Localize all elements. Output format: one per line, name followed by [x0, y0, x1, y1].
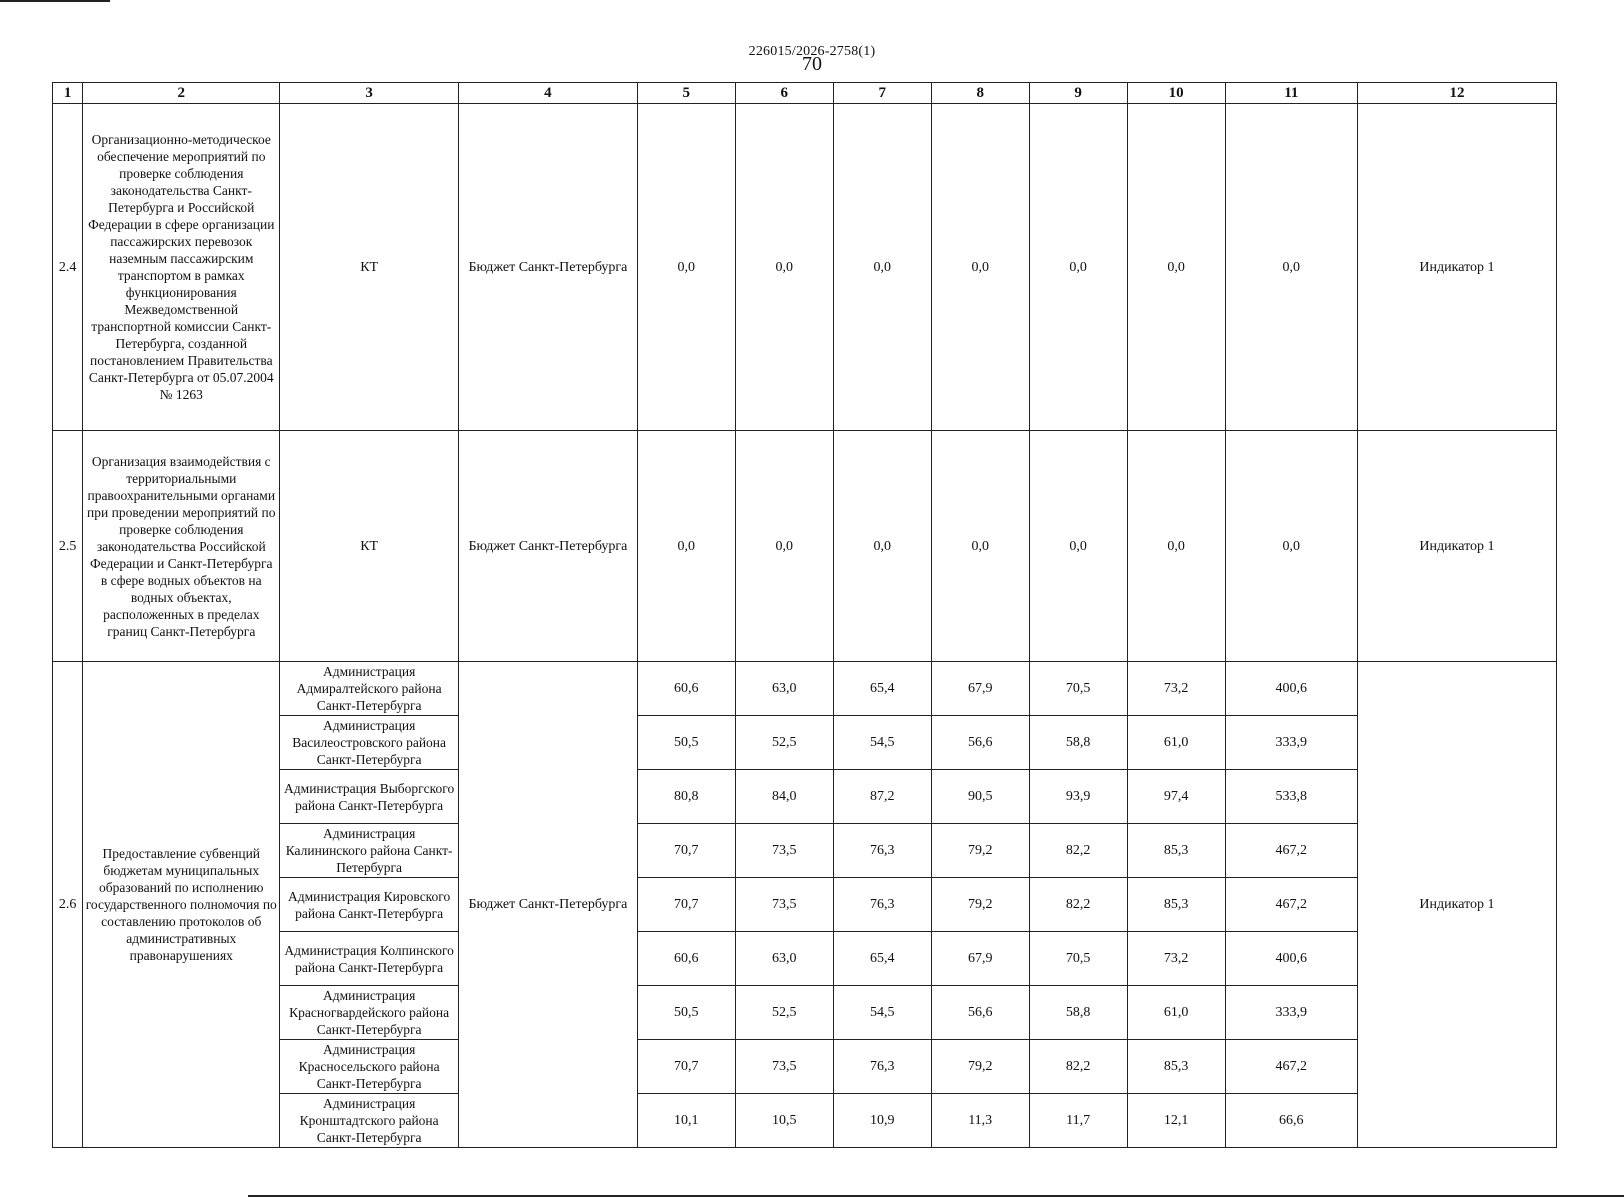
table-row-2-5 — [53, 431, 1557, 662]
executor-cell: Администрация Колпинского района Санкт-Петербурга — [280, 932, 459, 986]
value-cell: 70,7 — [637, 824, 735, 878]
value-cell: 54,5 — [833, 986, 931, 1040]
value-cell: 56,6 — [931, 716, 1029, 770]
header-cell: 3 — [280, 83, 459, 104]
value-cell: 93,9 — [1029, 770, 1127, 824]
header-cell: 7 — [833, 83, 931, 104]
header-cell: 2 — [83, 83, 280, 104]
value-cell: 0,0 — [1127, 104, 1225, 431]
indicator-cell: Индикатор 1 — [1357, 431, 1556, 662]
funding-source: Бюджет Санкт-Петербурга — [459, 431, 638, 662]
total-cell: 400,6 — [1225, 932, 1357, 986]
budget-table — [52, 82, 1557, 1148]
total-cell: 333,9 — [1225, 986, 1357, 1040]
table-row-2-4 — [53, 104, 1557, 431]
value-cell: 73,2 — [1127, 662, 1225, 716]
executor-cell: Администрация Кировского района Санкт-Петербурга — [280, 878, 459, 932]
value-cell: 76,3 — [833, 1040, 931, 1094]
value-cell: 65,4 — [833, 932, 931, 986]
document-code: 226015/2026-2758(1) — [748, 44, 876, 59]
total-cell: 333,9 — [1225, 716, 1357, 770]
activity-description: Организационно-методическое обеспечение мероприятий по проверке соблюдения законодательства Санкт-Петербурга и Российской Федерации в сфере организации пассажирских перевозок наземным пассажирским транспортом в рамках функционирования Межведомственной транспортной комиссии Санкт-Петербурга, созданной постановлением Правительства Санкт-Петербурга от 05.07.2004 № 1263 — [83, 104, 280, 431]
executor-cell: Администрация Кронштадтского района Санкт-Петербурга — [280, 1094, 459, 1148]
value-cell: 70,5 — [1029, 932, 1127, 986]
value-cell: 76,3 — [833, 824, 931, 878]
header-cell: 1 — [53, 83, 83, 104]
table-row-2-6 — [53, 662, 1557, 716]
activity-description: Организация взаимодействия с территориальными правоохранительными органами при проведении мероприятий по проверке соблюдения законодательства Российской Федерации и Санкт-Петербурга в сфере водных объектов на водных объектах, расположенных в пределах границ Санкт-Петербурга — [83, 431, 280, 662]
value-cell: 85,3 — [1127, 824, 1225, 878]
total-cell: 533,8 — [1225, 770, 1357, 824]
value-cell: 0,0 — [637, 104, 735, 431]
value-cell: 0,0 — [735, 104, 833, 431]
value-cell: 56,6 — [931, 986, 1029, 1040]
executor-cell: Администрация Красногвардейского района Санкт-Петербурга — [280, 986, 459, 1040]
value-cell: 0,0 — [735, 431, 833, 662]
value-cell: 11,7 — [1029, 1094, 1127, 1148]
value-cell: 80,8 — [637, 770, 735, 824]
executor-cell: КТ — [280, 431, 459, 662]
value-cell: 52,5 — [735, 986, 833, 1040]
value-cell: 97,4 — [1127, 770, 1225, 824]
value-cell: 60,6 — [637, 662, 735, 716]
value-cell: 50,5 — [637, 986, 735, 1040]
value-cell: 12,1 — [1127, 1094, 1225, 1148]
total-cell: 467,2 — [1225, 1040, 1357, 1094]
total-cell: 66,6 — [1225, 1094, 1357, 1148]
executor-cell: КТ — [280, 104, 459, 431]
header-cell: 12 — [1357, 83, 1556, 104]
header-row — [53, 83, 1557, 104]
value-cell: 73,5 — [735, 824, 833, 878]
header-cell: 11 — [1225, 83, 1357, 104]
value-cell: 82,2 — [1029, 1040, 1127, 1094]
page-number: 70 — [802, 53, 822, 75]
value-cell: 85,3 — [1127, 878, 1225, 932]
value-cell: 58,8 — [1029, 716, 1127, 770]
header-cell: 10 — [1127, 83, 1225, 104]
value-cell: 73,5 — [735, 878, 833, 932]
value-cell: 70,5 — [1029, 662, 1127, 716]
value-cell: 87,2 — [833, 770, 931, 824]
indicator-cell: Индикатор 1 — [1357, 104, 1556, 431]
value-cell: 67,9 — [931, 932, 1029, 986]
header-cell: 5 — [637, 83, 735, 104]
value-cell: 79,2 — [931, 824, 1029, 878]
header-cell: 8 — [931, 83, 1029, 104]
total-cell: 467,2 — [1225, 824, 1357, 878]
value-cell: 0,0 — [1029, 431, 1127, 662]
funding-source: Бюджет Санкт-Петербурга — [459, 662, 638, 1148]
value-cell: 0,0 — [833, 431, 931, 662]
header-cell: 9 — [1029, 83, 1127, 104]
executor-cell: Администрация Калининского района Санкт-Петербурга — [280, 824, 459, 878]
header-cell: 4 — [459, 83, 638, 104]
value-cell: 90,5 — [931, 770, 1029, 824]
value-cell: 0,0 — [931, 431, 1029, 662]
value-cell: 63,0 — [735, 662, 833, 716]
value-cell: 84,0 — [735, 770, 833, 824]
value-cell: 0,0 — [833, 104, 931, 431]
total-cell: 0,0 — [1225, 104, 1357, 431]
total-cell: 467,2 — [1225, 878, 1357, 932]
executor-cell: Администрация Василеостровского района Санкт-Петербурга — [280, 716, 459, 770]
value-cell: 65,4 — [833, 662, 931, 716]
header-cell: 6 — [735, 83, 833, 104]
executor-cell: Администрация Выборгского района Санкт-Петербурга — [280, 770, 459, 824]
value-cell: 70,7 — [637, 1040, 735, 1094]
value-cell: 63,0 — [735, 932, 833, 986]
value-cell: 82,2 — [1029, 878, 1127, 932]
value-cell: 10,5 — [735, 1094, 833, 1148]
total-cell: 0,0 — [1225, 431, 1357, 662]
activity-description: Предоставление субвенций бюджетам муниципальных образований по исполнению государственного полномочия по составлению протоколов об административных правонарушениях — [83, 662, 280, 1148]
value-cell: 79,2 — [931, 1040, 1029, 1094]
value-cell: 70,7 — [637, 878, 735, 932]
top-edge-line — [0, 0, 110, 2]
value-cell: 73,5 — [735, 1040, 833, 1094]
value-cell: 76,3 — [833, 878, 931, 932]
value-cell: 50,5 — [637, 716, 735, 770]
value-cell: 0,0 — [1127, 431, 1225, 662]
value-cell: 60,6 — [637, 932, 735, 986]
value-cell: 61,0 — [1127, 716, 1225, 770]
value-cell: 11,3 — [931, 1094, 1029, 1148]
value-cell: 0,0 — [637, 431, 735, 662]
bottom-edge-line — [248, 1195, 1624, 1197]
value-cell: 85,3 — [1127, 1040, 1225, 1094]
row-number: 2.5 — [53, 431, 83, 662]
executor-cell: Администрация Красносельского района Санкт-Петербурга — [280, 1040, 459, 1094]
value-cell: 52,5 — [735, 716, 833, 770]
value-cell: 58,8 — [1029, 986, 1127, 1040]
value-cell: 67,9 — [931, 662, 1029, 716]
value-cell: 54,5 — [833, 716, 931, 770]
row-number: 2.4 — [53, 104, 83, 431]
value-cell: 0,0 — [931, 104, 1029, 431]
row-number: 2.6 — [53, 662, 83, 1148]
value-cell: 10,9 — [833, 1094, 931, 1148]
value-cell: 61,0 — [1127, 986, 1225, 1040]
value-cell: 73,2 — [1127, 932, 1225, 986]
value-cell: 79,2 — [931, 878, 1029, 932]
value-cell: 0,0 — [1029, 104, 1127, 431]
indicator-cell: Индикатор 1 — [1357, 662, 1556, 1148]
value-cell: 82,2 — [1029, 824, 1127, 878]
executor-cell: Администрация Адмиралтейского района Санкт-Петербурга — [280, 662, 459, 716]
total-cell: 400,6 — [1225, 662, 1357, 716]
funding-source: Бюджет Санкт-Петербурга — [459, 104, 638, 431]
value-cell: 10,1 — [637, 1094, 735, 1148]
